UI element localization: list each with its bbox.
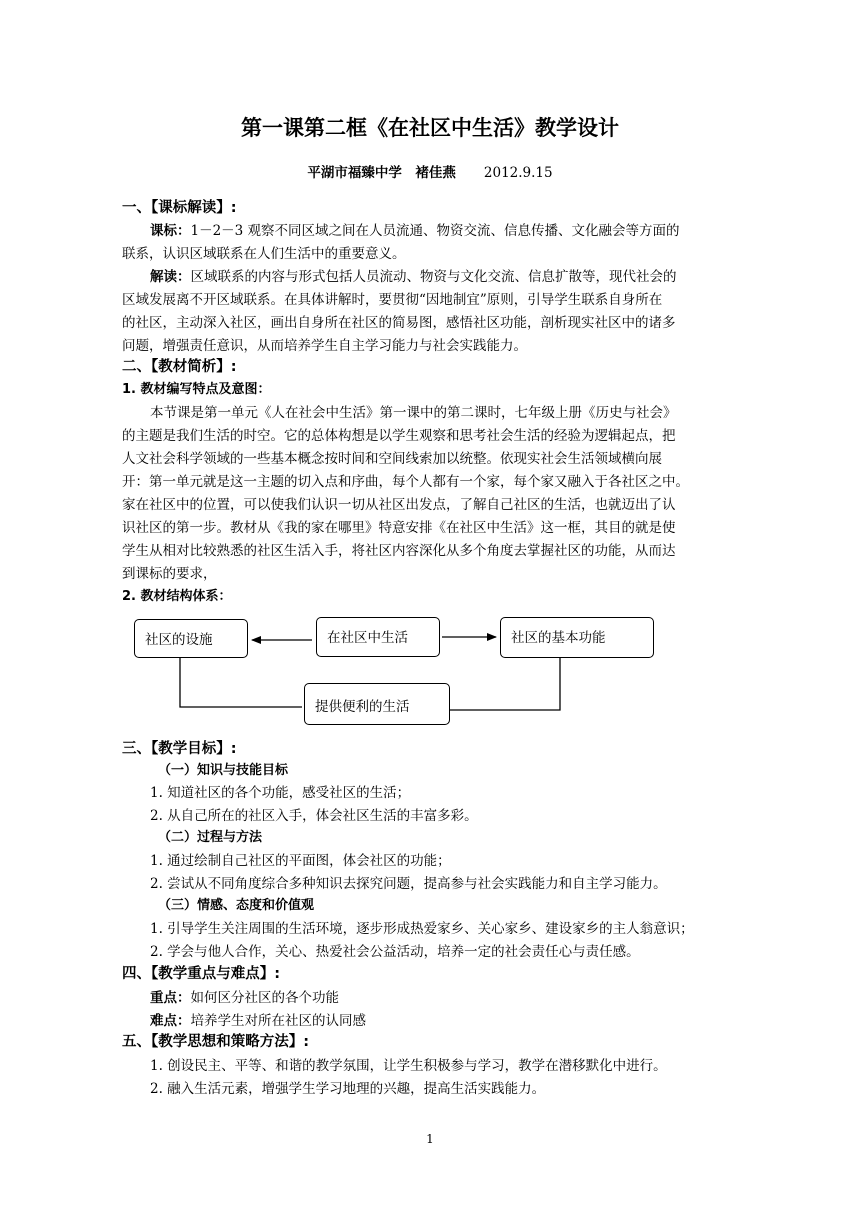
jiedu-label: 解读： [150,269,191,285]
para-line-2: 的主题是我们生活的时空。它的总体构想是以学生观察和思考社会生活的经验为逻辑起点，把 [122,428,676,444]
sub-heading-2: 2. 教材结构体系： [122,589,232,604]
jiedu-line-4: 问题，增强责任意识，从而培养学生自主学习能力与社会实践能力。 [122,338,527,354]
section-2-heading: 二、【教材简析】: [122,359,237,375]
para-line-3: 人文社会科学领域的一些基本概念按时间和空间线索加以统整。依现实社会生活领域横向展 [122,451,662,467]
diagram-box-convenience: 提供便利的生活 [304,683,450,725]
jiedu-line-3: 的社区，主动深入社区，画出自身所在社区的简易图，感悟社区功能，剖析现实社区中的诸多 [122,315,676,331]
diagram-box-functions: 社区的基本功能 [500,617,654,658]
diagram-box-facilities: 社区的设施 [134,619,248,658]
section-3-heading: 三、【教学目标】: [122,741,237,757]
goal-3-item-2: 2. 学会与他人合作，关心、热爱社会公益活动，培养一定的社会责任心与责任感。 [150,944,640,960]
goal-2-item-1: 1. 通过绘制自己社区的平面图，体会社区的功能； [150,853,451,869]
goal-1-item-2: 2. 从自己所在的社区入手，体会社区生活的丰富多彩。 [150,808,478,824]
para-line-5: 家在社区中的位置，可以使我们认识一切从社区出发点，了解自己社区的生活，也就迈出了认 [122,497,676,513]
author-date: 2012.9.15 [483,165,553,181]
goal-3-item-1: 1. 引导学生关注周围的生活环境，逐步形成热爱家乡、关心家乡、建设家乡的主人翁意识； [150,921,694,937]
kebiao-label: 课标： [150,223,191,239]
goal-1-heading: （一）知识与技能目标 [158,763,289,778]
strategy-item-1: 1. 创设民主、平等、和谐的教学氛围，让学生积极参与学习，教学在潜移默化中进行。 [150,1058,667,1074]
difficulty-text: 培养学生对所在社区的认同感 [190,1013,366,1029]
key-point-text: 如何区分社区的各个功能 [190,990,339,1006]
para-line-1: 本节课是第一单元《人在社会中生活》第一课中的第二课时，七年级上册《历史与社会》 [150,405,677,421]
difficulty-label: 难点： [150,1013,191,1029]
kebiao-line-2: 联系，认识区域联系在人们生活中的重要意义。 [122,246,406,262]
para-line-4: 开：第一单元就是这一主题的切入点和序曲，每个人都有一个家，每个家又融入于各社区之中。 [122,474,689,490]
jiedu-line-2: 区域发展离不开区域联系。在具体讲解时，要贯彻“因地制宜”原则，引导学生联系自身所在 [122,292,663,308]
jiedu-text-1: 区域联系的内容与形式包括人员流动、物资与文化交流、信息扩散等，现代社会的 [190,269,677,285]
connector-right [450,658,560,710]
diagram-box-center: 在社区中生活 [316,617,440,657]
para-line-8: 到课标的要求， [122,566,217,582]
goal-3-heading: （三）情感、态度和价值观 [158,898,315,913]
key-point-line [150,986,339,1006]
section-4-heading: 四、【教学重点与难点】: [122,966,281,982]
key-point-label: 重点： [150,990,191,1006]
page-number: 1 [426,1132,434,1146]
para-line-6: 识社区的第一步。教材从《我的家在哪里》特意安排《在社区中生活》这一框，其目的就是使 [122,520,676,536]
goal-2-heading: （二）过程与方法 [158,830,263,845]
para-line-7: 学生从相对比较熟悉的社区生活入手，将社区内容深化从多个角度去掌握社区的功能，从而达 [122,543,676,559]
goal-1-item-1: 1. 知道社区的各个功能，感受社区的生活； [150,785,411,801]
document-title: 第一课第二框《在社区中生活》教学设计 [241,116,619,140]
goal-2-item-2: 2. 尝试从不同角度综合多种知识去探究问题，提高参与社会实践能力和自主学习能力。 [150,876,667,892]
kebiao-text-1: 1－2－3 观察不同区域之间在人员流通、物资交流、信息传播、文化融会等方面的 [190,223,680,239]
section-1-heading: 一、【课标解读】: [122,200,237,216]
sub-heading-1: 1. 教材编写特点及意图： [122,382,271,397]
connector-left [180,658,302,707]
difficulty-line [150,1009,366,1029]
strategy-item-2: 2. 融入生活元素，增强学生学习地理的兴趣，提高生活实践能力。 [150,1081,546,1097]
section-5-heading: 五、【教学思想和策略方法】: [122,1034,310,1050]
author-name: 平湖市福臻中学 褚佳燕 [307,165,456,181]
